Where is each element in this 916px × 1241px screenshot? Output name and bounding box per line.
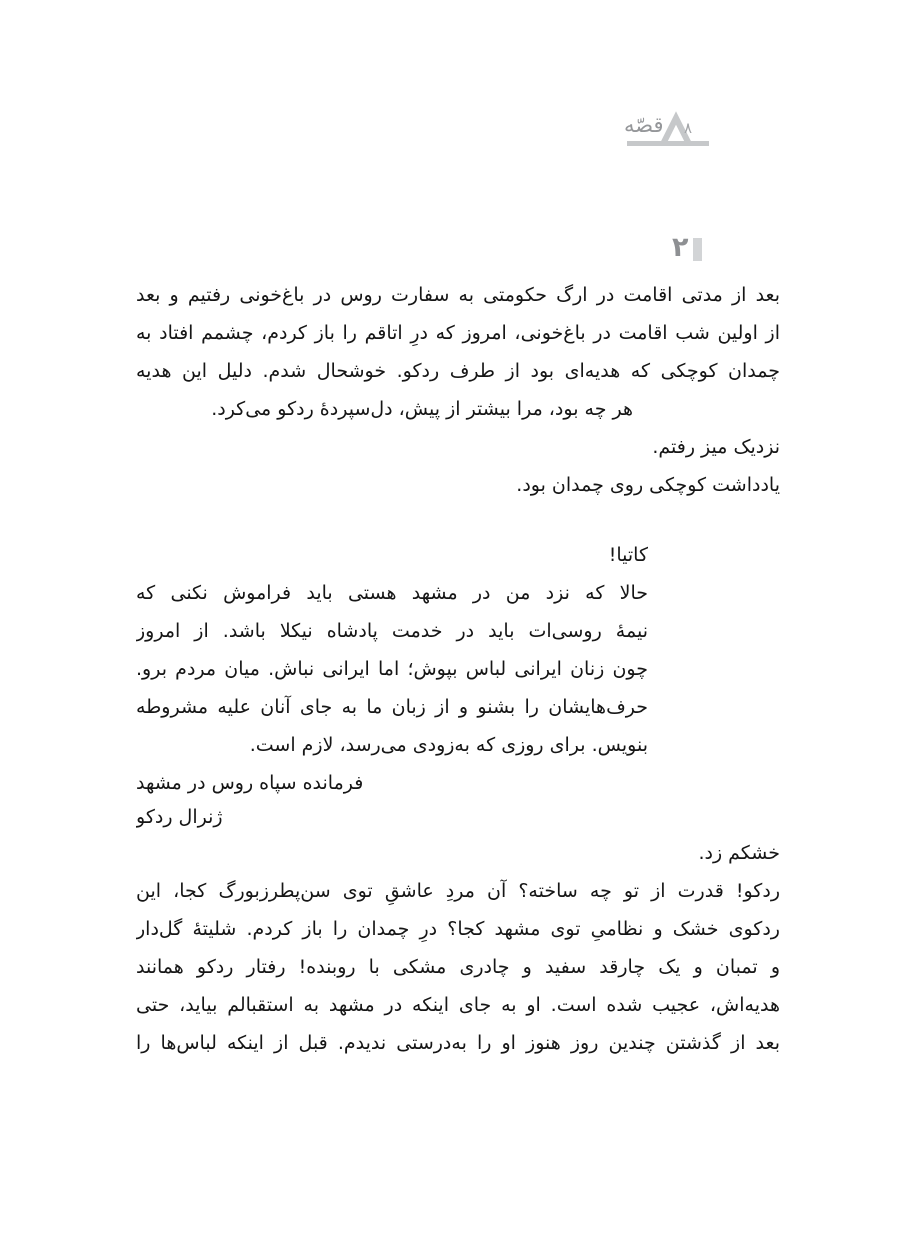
page-number: ۸ xyxy=(684,119,693,137)
text-line: هر چه بود، مرا بیشتر از پیش، دل‌سپردهٔ ردکو می‌کرد. xyxy=(211,398,633,420)
page-text xyxy=(136,276,780,1062)
text-line: ردکو! قدرت از تو چه ساخته؟ آن مردِ عاشقِ توی سن‌پطرزبورگ کجا، این xyxy=(136,880,780,902)
text-line-note: یادداشت کوچکی روی چمدان بود. xyxy=(516,474,780,496)
text-line: حالا که نزد من در مشهد هستی باید فراموش نکنی که xyxy=(136,582,648,604)
letter-salutation: کاتیا! xyxy=(608,544,648,566)
letter-block xyxy=(136,536,648,834)
text-line-table: نزدیک میز رفتم. xyxy=(652,436,780,458)
running-header xyxy=(0,0,916,160)
section-marker xyxy=(672,233,702,263)
text-line: نیمهٔ روسی‌ات باید در خدمت پادشاه نیکلا باشد. از امروز xyxy=(136,620,648,642)
text-line: بعد از مدتی اقامت در ارگ حکومتی به سفارت روس در باغ‌خونی رفتیم و بعد xyxy=(136,284,780,306)
text-line: چمدان کوچکی که هدیه‌ای بود از طرف ردکو. خوشحال شدم. دلیل این هدیه xyxy=(136,360,780,382)
paragraph-opening xyxy=(136,276,780,428)
paragraph-closing xyxy=(136,872,780,1062)
text-line: بنویس. برای روزی که به‌زودی می‌رسد، لازم است. xyxy=(249,734,648,756)
text-line: و تمبان و یک چارقد سفید و چادری مشکی با روبنده! رفتار ردکو همانند xyxy=(136,956,780,978)
running-head-title: قصّه xyxy=(624,113,664,137)
text-line: حرف‌هایشان را بشنو و از زبان ما به جای آنان علیه مشروطه xyxy=(136,696,648,718)
text-line: از اولین شب اقامت در باغ‌خونی، امروز که درِ اتاقم را باز کردم، چشمم افتاد به xyxy=(136,322,780,344)
header-rule xyxy=(627,141,709,146)
section-number: ۲ xyxy=(672,232,689,263)
text-line: چون زنان ایرانی لباس بپوش؛ اما ایرانی نباش. میان مردم برو. xyxy=(136,658,648,680)
letter-body xyxy=(136,574,648,764)
text-line: هدیه‌اش، عجیب شده است. او به جای اینکه در مشهد به استقبالم بیاید، حتی xyxy=(136,994,780,1016)
letter-signature xyxy=(136,766,648,834)
signature-role: فرمانده سپاه روس در مشهد xyxy=(136,772,364,794)
text-line-froze: خشکم زد. xyxy=(698,842,780,864)
text-line: بعد از گذشتن چندین روز هنوز او را به‌درستی ندیدم. قبل از اینکه لباس‌ها را xyxy=(136,1032,780,1054)
text-line: ردکوی خشک و نظامیِ توی مشهد کجا؟ درِ چمدان را باز کردم. شلیتهٔ گل‌دار xyxy=(136,918,780,940)
signature-name: ژنرال ردکو xyxy=(136,806,223,828)
section-bar-ornament xyxy=(693,238,702,261)
